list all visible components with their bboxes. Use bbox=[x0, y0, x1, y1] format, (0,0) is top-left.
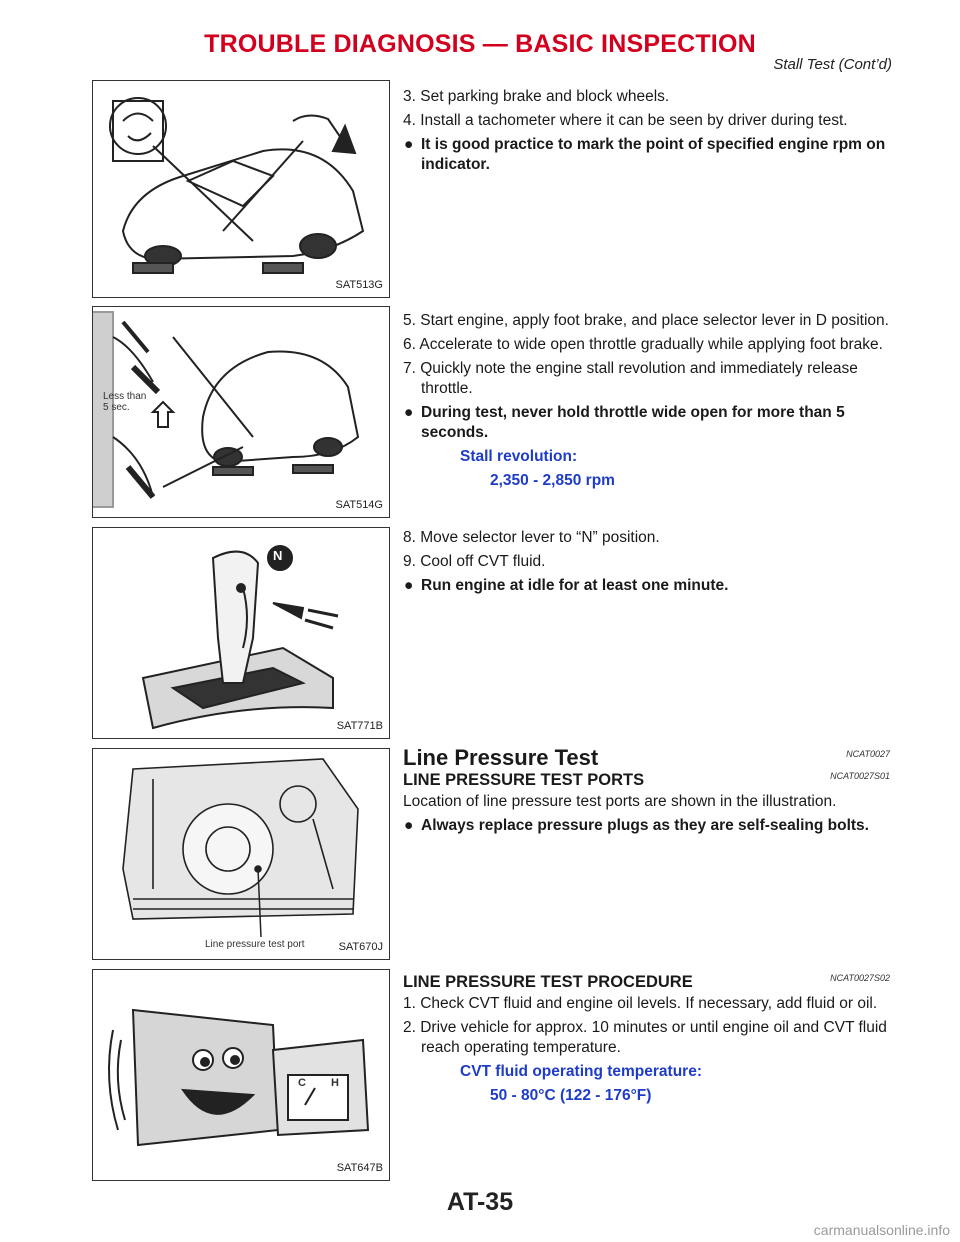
selector-lever-illustration bbox=[93, 528, 389, 738]
bullet-idle bbox=[403, 576, 890, 596]
page-number: AT-35 bbox=[446, 1188, 514, 1216]
text-block-4 bbox=[403, 746, 890, 840]
gear-badge-n: N bbox=[273, 548, 283, 563]
gauge-c-label: C bbox=[298, 1077, 306, 1089]
figure-code: SAT514G bbox=[335, 499, 383, 511]
spec-value-temperature: 50 - 80°C (122 - 176°F) bbox=[490, 1087, 652, 1104]
step-9: 9. Cool off CVT fluid. bbox=[403, 553, 546, 570]
page-header-subtitle: Stall Test (Cont’d) bbox=[773, 56, 892, 73]
figure-sat771b bbox=[92, 527, 390, 739]
step-4: 4. Install a tachometer where it can be seen by driver during test. bbox=[403, 112, 848, 129]
bullet-plugs bbox=[403, 816, 890, 836]
transmission-illustration bbox=[93, 749, 389, 959]
subheading-text: LINE PRESSURE TEST PROCEDURE bbox=[403, 973, 693, 991]
bullet-mark: ● bbox=[404, 136, 414, 153]
ref-code: NCAT0027S02 bbox=[830, 973, 890, 983]
figure-code: SAT647B bbox=[336, 1162, 383, 1174]
text-block-5 bbox=[403, 972, 890, 1110]
figure-code: SAT771B bbox=[336, 720, 383, 732]
gauge-h-label: H bbox=[331, 1077, 339, 1089]
subheading-text: LINE PRESSURE TEST PORTS bbox=[403, 771, 645, 789]
procedure-step-1: 1. Check CVT fluid and engine oil levels. If necessary, add fluid or oil. bbox=[403, 995, 878, 1012]
step-7: 7. Quickly note the engine stall revolution and immediately release throttle. bbox=[403, 360, 858, 397]
figure-sat670j bbox=[92, 748, 390, 960]
figure-sat514g bbox=[92, 306, 390, 518]
watermark[interactable]: carmanualsonline.info bbox=[813, 1222, 950, 1238]
bullet-mark: ● bbox=[404, 577, 414, 594]
step-6: 6. Accelerate to wide open throttle gradually while applying foot brake. bbox=[403, 336, 883, 353]
section-heading-text: Line Pressure Test bbox=[403, 745, 599, 770]
subheading-test-ports bbox=[403, 770, 890, 790]
text-block-2 bbox=[403, 311, 890, 495]
spec-label-stall: Stall revolution: bbox=[460, 448, 578, 465]
figure-code: SAT670J bbox=[338, 941, 383, 953]
figure-sat513g bbox=[92, 80, 390, 298]
subheading-test-procedure bbox=[403, 972, 890, 992]
procedure-step-2: 2. Drive vehicle for approx. 10 minutes or until engine oil and CVT fluid reach operating temperature. bbox=[403, 1019, 887, 1056]
spec-value-stall: 2,350 - 2,850 rpm bbox=[490, 472, 615, 489]
figure-label-test-port: Line pressure test port bbox=[205, 939, 305, 950]
bullet-note bbox=[403, 135, 890, 175]
section-heading-line-pressure bbox=[403, 746, 890, 770]
figure-sat647b bbox=[92, 969, 390, 1181]
car-tachometer-illustration bbox=[93, 81, 389, 297]
bullet-text: Run engine at idle for at least one minute. bbox=[421, 577, 729, 594]
bullet-text: During test, never hold throttle wide open for more than 5 seconds. bbox=[421, 404, 845, 441]
spec-label-temperature: CVT fluid operating temperature: bbox=[460, 1063, 702, 1080]
bullet-text: It is good practice to mark the point of specified engine rpm on indicator. bbox=[421, 136, 886, 173]
step-5: 5. Start engine, apply foot brake, and place selector lever in D position. bbox=[403, 312, 889, 329]
step-8: 8. Move selector lever to “N” position. bbox=[403, 529, 660, 546]
figure-code: SAT513G bbox=[335, 279, 383, 291]
bullet-text: Always replace pressure plugs as they are self-sealing bolts. bbox=[421, 817, 869, 834]
bullet-mark: ● bbox=[404, 817, 414, 834]
ref-code: NCAT0027 bbox=[846, 749, 890, 759]
temperature-gauge-illustration bbox=[93, 970, 389, 1180]
text-block-1 bbox=[403, 87, 890, 179]
bullet-warning bbox=[403, 403, 890, 443]
step-3: 3. Set parking brake and block wheels. bbox=[403, 88, 670, 105]
page-header-title: TROUBLE DIAGNOSIS — BASIC INSPECTION bbox=[204, 30, 756, 58]
bullet-mark: ● bbox=[404, 404, 414, 421]
ref-code: NCAT0027S01 bbox=[830, 771, 890, 781]
figure-label-less-than: Less than 5 sec. bbox=[103, 391, 147, 413]
paragraph-ports: Location of line pressure test ports are shown in the illustration. bbox=[403, 793, 837, 810]
text-block-3 bbox=[403, 528, 890, 600]
